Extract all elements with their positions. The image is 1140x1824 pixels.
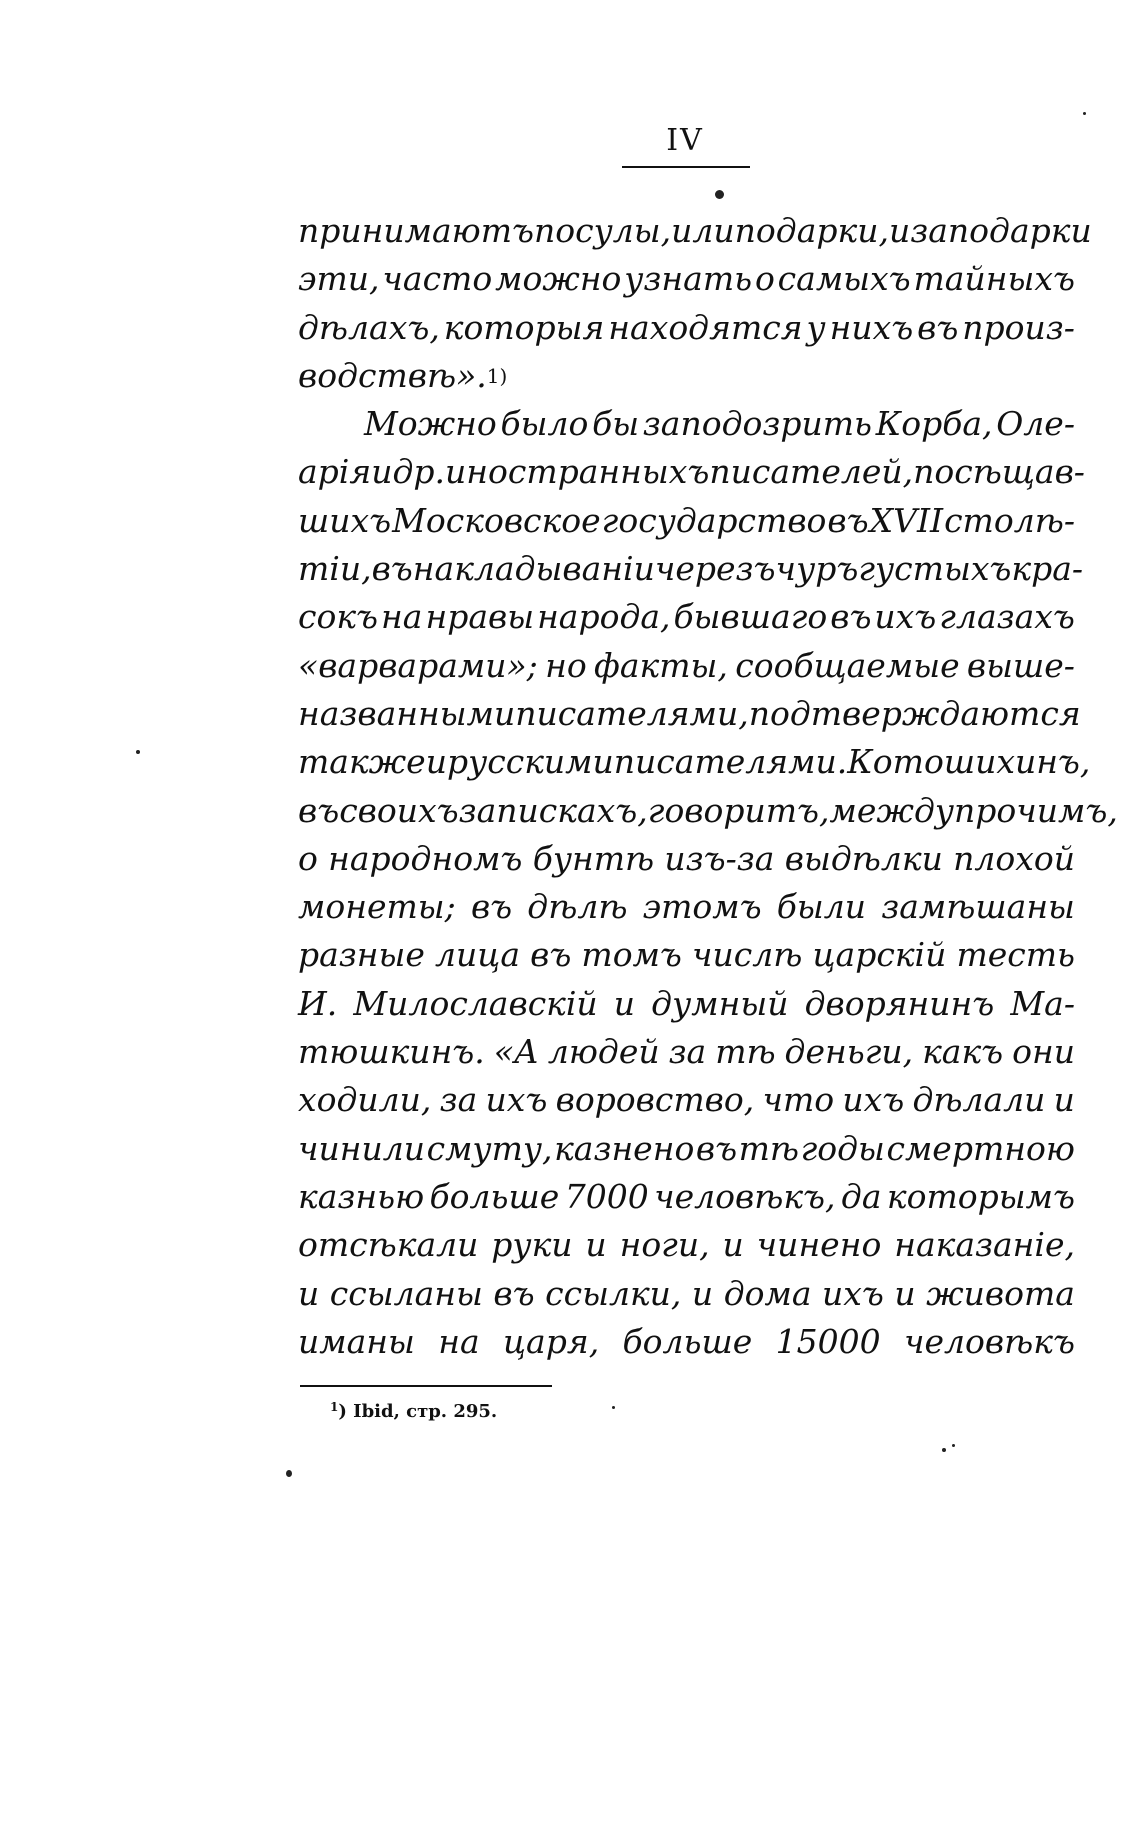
word: писателями,: [515, 693, 749, 733]
line-text: [298, 1318, 1075, 1366]
word: разные: [298, 935, 425, 975]
text-line: [298, 931, 1075, 979]
word: посѣщав-: [913, 452, 1085, 492]
word: тѣ: [738, 1128, 800, 1168]
word: и: [1053, 1080, 1075, 1120]
footnote-rule: [300, 1385, 552, 1387]
line-text: [298, 1028, 1075, 1076]
line-text: [298, 642, 1075, 690]
text-line: [298, 1318, 1075, 1366]
word: ихъ: [874, 597, 937, 637]
word: выдѣлки: [784, 838, 943, 878]
word: иманы: [298, 1321, 415, 1361]
word: тюшкинъ.: [298, 1032, 485, 1072]
word: находятся: [608, 307, 803, 347]
word: арiя: [298, 452, 372, 492]
word: и: [691, 1273, 714, 1313]
word: на: [381, 597, 423, 637]
word: деньги,: [784, 1032, 914, 1072]
word: столѣ-: [944, 500, 1075, 540]
word: дома: [723, 1273, 812, 1313]
word: чинено: [756, 1225, 882, 1265]
text-line: [298, 883, 1075, 931]
word: годы: [800, 1128, 885, 1168]
line-text: [298, 738, 1091, 786]
word: думный: [651, 983, 789, 1023]
scan-speck: [286, 1470, 292, 1477]
text-line: [298, 304, 1075, 352]
word: XVII: [869, 500, 944, 540]
word: и: [298, 1273, 320, 1313]
line-text: [298, 980, 1075, 1028]
word: накладыванiи: [412, 549, 655, 589]
text-line: [298, 690, 1081, 738]
word: въ: [470, 887, 513, 927]
word: за: [910, 211, 948, 250]
line-text: [298, 593, 1075, 641]
word: у: [806, 307, 826, 347]
header-rule: [622, 166, 750, 168]
word: о: [754, 259, 775, 299]
word: иностранныхъ: [445, 452, 710, 492]
word: глазахъ: [939, 597, 1075, 637]
word: монеты;: [298, 887, 456, 927]
word: въ: [298, 790, 340, 830]
word: которымъ: [886, 1176, 1075, 1216]
word: въ: [493, 1273, 535, 1313]
word: самыхъ: [777, 259, 911, 299]
word: нихъ: [829, 307, 914, 347]
word: за: [668, 1032, 707, 1072]
text-line: [298, 1076, 1075, 1124]
line-text: [298, 207, 1092, 255]
word: «варварами»;: [298, 645, 538, 685]
word: народа,: [537, 597, 671, 637]
word: что: [762, 1080, 835, 1120]
word: Можно: [364, 404, 497, 444]
word: въ: [830, 597, 872, 637]
scan-speck: [612, 1406, 615, 1409]
word: воровство,: [555, 1080, 755, 1120]
word: нравы: [425, 597, 535, 637]
word: которыя: [443, 307, 605, 347]
text-line: [298, 497, 1075, 545]
word: числѣ: [692, 935, 803, 975]
word: названными: [298, 693, 516, 733]
text-line: [298, 1221, 1075, 1269]
word: царя,: [503, 1321, 600, 1361]
word: томъ: [581, 935, 682, 975]
word: они: [1012, 1032, 1075, 1072]
scan-speck: [942, 1448, 946, 1452]
word: шихъ: [298, 500, 392, 540]
word: Оле-: [996, 404, 1075, 444]
word: Корба,: [875, 404, 993, 444]
footnote-text: ) Ibid, стр. 295.: [338, 1401, 498, 1422]
word: людей: [547, 1032, 660, 1072]
word: посулы,: [534, 211, 672, 250]
word: кра-: [1011, 549, 1084, 589]
word: были: [776, 887, 867, 927]
word: и: [371, 452, 393, 492]
word: въ: [827, 500, 869, 540]
text-line: [298, 1125, 1075, 1173]
word: Котошихинъ,: [847, 742, 1091, 782]
line-text: [298, 1125, 1075, 1173]
text-line: [298, 207, 1092, 255]
word: человѣкъ: [903, 1321, 1075, 1361]
text-line: [298, 255, 1075, 303]
word: «А: [493, 1032, 539, 1072]
word: руки: [491, 1225, 573, 1265]
word: ноги,: [619, 1225, 710, 1265]
word: да: [840, 1176, 882, 1216]
text-line: [298, 642, 1075, 690]
line-text: водствѣ».: [298, 355, 487, 395]
word: факты,: [594, 645, 728, 685]
line-text: [298, 690, 1081, 738]
footnote-reference: 1): [486, 363, 508, 388]
word: за: [439, 1080, 478, 1120]
word: подарки: [947, 211, 1092, 250]
word: смертною: [886, 1128, 1075, 1168]
word: 7000: [564, 1176, 649, 1216]
word: какъ: [922, 1032, 1004, 1072]
text-line: [298, 1028, 1075, 1076]
line-text: [298, 835, 1075, 883]
word: и: [613, 983, 636, 1023]
scan-speck: [952, 1444, 955, 1447]
word: о: [298, 838, 318, 878]
text-line: [298, 352, 1075, 400]
line-text: [298, 787, 1118, 835]
word: ихъ: [842, 1080, 905, 1120]
word: государство: [601, 500, 827, 540]
word: произ-: [962, 307, 1075, 347]
line-text: [298, 1173, 1075, 1221]
word: ихъ: [485, 1080, 548, 1120]
word: дворянинъ: [804, 983, 995, 1023]
line-text: [298, 545, 1084, 593]
word: русскими: [446, 742, 614, 782]
text-line: [298, 787, 1118, 835]
text-line: [298, 545, 1084, 593]
word: и: [722, 1225, 744, 1265]
word: бунтѣ: [532, 838, 655, 878]
word: узнать: [624, 259, 753, 299]
word: 15000: [775, 1321, 881, 1361]
word: часто: [382, 259, 493, 299]
text-line: [298, 593, 1075, 641]
word: въ: [530, 935, 572, 975]
word: эти,: [298, 259, 380, 299]
word: выше-: [966, 645, 1075, 685]
word: отсѣкали: [298, 1225, 479, 1265]
word: И.: [298, 983, 338, 1023]
line-text: [298, 497, 1075, 545]
word: но: [545, 645, 587, 685]
line-text: [298, 1221, 1075, 1269]
word: тѣ: [715, 1032, 776, 1072]
word: заподозрить: [642, 404, 872, 444]
word: ссылки,: [545, 1273, 682, 1313]
word: др.: [392, 452, 445, 492]
word: Ма-: [1010, 983, 1075, 1023]
word: ходили,: [298, 1080, 432, 1120]
word: подарки,: [734, 211, 889, 250]
word: казнью: [298, 1176, 425, 1216]
line-text: [298, 1270, 1075, 1318]
word: писателями.: [613, 742, 848, 782]
word: наказанiе,: [894, 1225, 1075, 1265]
word: своихъ: [339, 790, 459, 830]
line-text: [298, 255, 1075, 303]
word: принимаютъ: [298, 211, 534, 250]
text-line: [298, 448, 1085, 496]
word: бывшаго: [673, 597, 828, 637]
line-text: [298, 1076, 1075, 1124]
word: въ: [371, 549, 413, 589]
word: больше: [622, 1321, 753, 1361]
text-line: [298, 980, 1075, 1028]
line-text: [298, 304, 1075, 352]
word: лица: [435, 935, 521, 975]
word: и: [425, 742, 447, 782]
word: тайныхъ: [913, 259, 1075, 299]
word: сокъ: [298, 597, 379, 637]
word: говоритъ,: [647, 790, 830, 830]
text-line: [298, 738, 1091, 786]
word: дѣлали: [912, 1080, 1046, 1120]
word: замѣшаны: [881, 887, 1075, 927]
word: Милославскiй: [353, 983, 598, 1023]
line-text: [298, 448, 1085, 496]
scan-speck: [715, 190, 724, 199]
word: и: [585, 1225, 607, 1265]
word: Московское: [392, 500, 601, 540]
word: царскiй: [812, 935, 947, 975]
word: тiи,: [298, 549, 372, 589]
word: изъ-за: [664, 838, 775, 878]
word: сообщаемые: [735, 645, 960, 685]
word: чинили: [298, 1128, 426, 1168]
word: въ: [917, 307, 959, 347]
footnote: [330, 1400, 497, 1422]
word: и: [894, 1273, 916, 1313]
word: ссыланы: [329, 1273, 483, 1313]
word: черезъ: [654, 549, 776, 589]
word: бы: [592, 404, 640, 444]
word: и: [888, 211, 911, 250]
word: казнено: [554, 1128, 695, 1168]
page-number: IV: [666, 123, 704, 158]
word: прочимъ,: [954, 790, 1118, 830]
word: больше: [429, 1176, 560, 1216]
word: или: [671, 211, 735, 250]
line-text: [364, 400, 1075, 448]
word: также: [298, 742, 426, 782]
word: смуту,: [426, 1128, 553, 1168]
scan-speck: [136, 750, 140, 754]
line-text: [298, 931, 1075, 979]
word: ихъ: [822, 1273, 884, 1313]
text-line: [298, 400, 1075, 448]
footnote-marker: 1: [330, 1400, 339, 1414]
word: подтверждаются: [748, 693, 1081, 733]
scan-speck: [1083, 112, 1086, 115]
word: народномъ: [328, 838, 523, 878]
word: было: [500, 404, 589, 444]
body-text: [298, 207, 1118, 1366]
line-text: [298, 883, 1075, 931]
word: между: [829, 790, 955, 830]
word: дѣлахъ,: [298, 307, 440, 347]
text-line: [298, 835, 1075, 883]
word: человѣкъ,: [654, 1176, 836, 1216]
word: въ: [695, 1128, 738, 1168]
word: тесть: [956, 935, 1075, 975]
text-line: [298, 1270, 1075, 1318]
word: можно: [495, 259, 622, 299]
word: густыхъ: [858, 549, 1012, 589]
text-line: [298, 1173, 1075, 1221]
word: запискахъ,: [458, 790, 648, 830]
word: на: [438, 1321, 480, 1361]
word: писателей,: [709, 452, 914, 492]
word: живота: [926, 1273, 1075, 1313]
word: этомъ: [642, 887, 762, 927]
word: дѣлѣ: [527, 887, 628, 927]
word: плохой: [953, 838, 1075, 878]
word: чуръ: [775, 549, 859, 589]
